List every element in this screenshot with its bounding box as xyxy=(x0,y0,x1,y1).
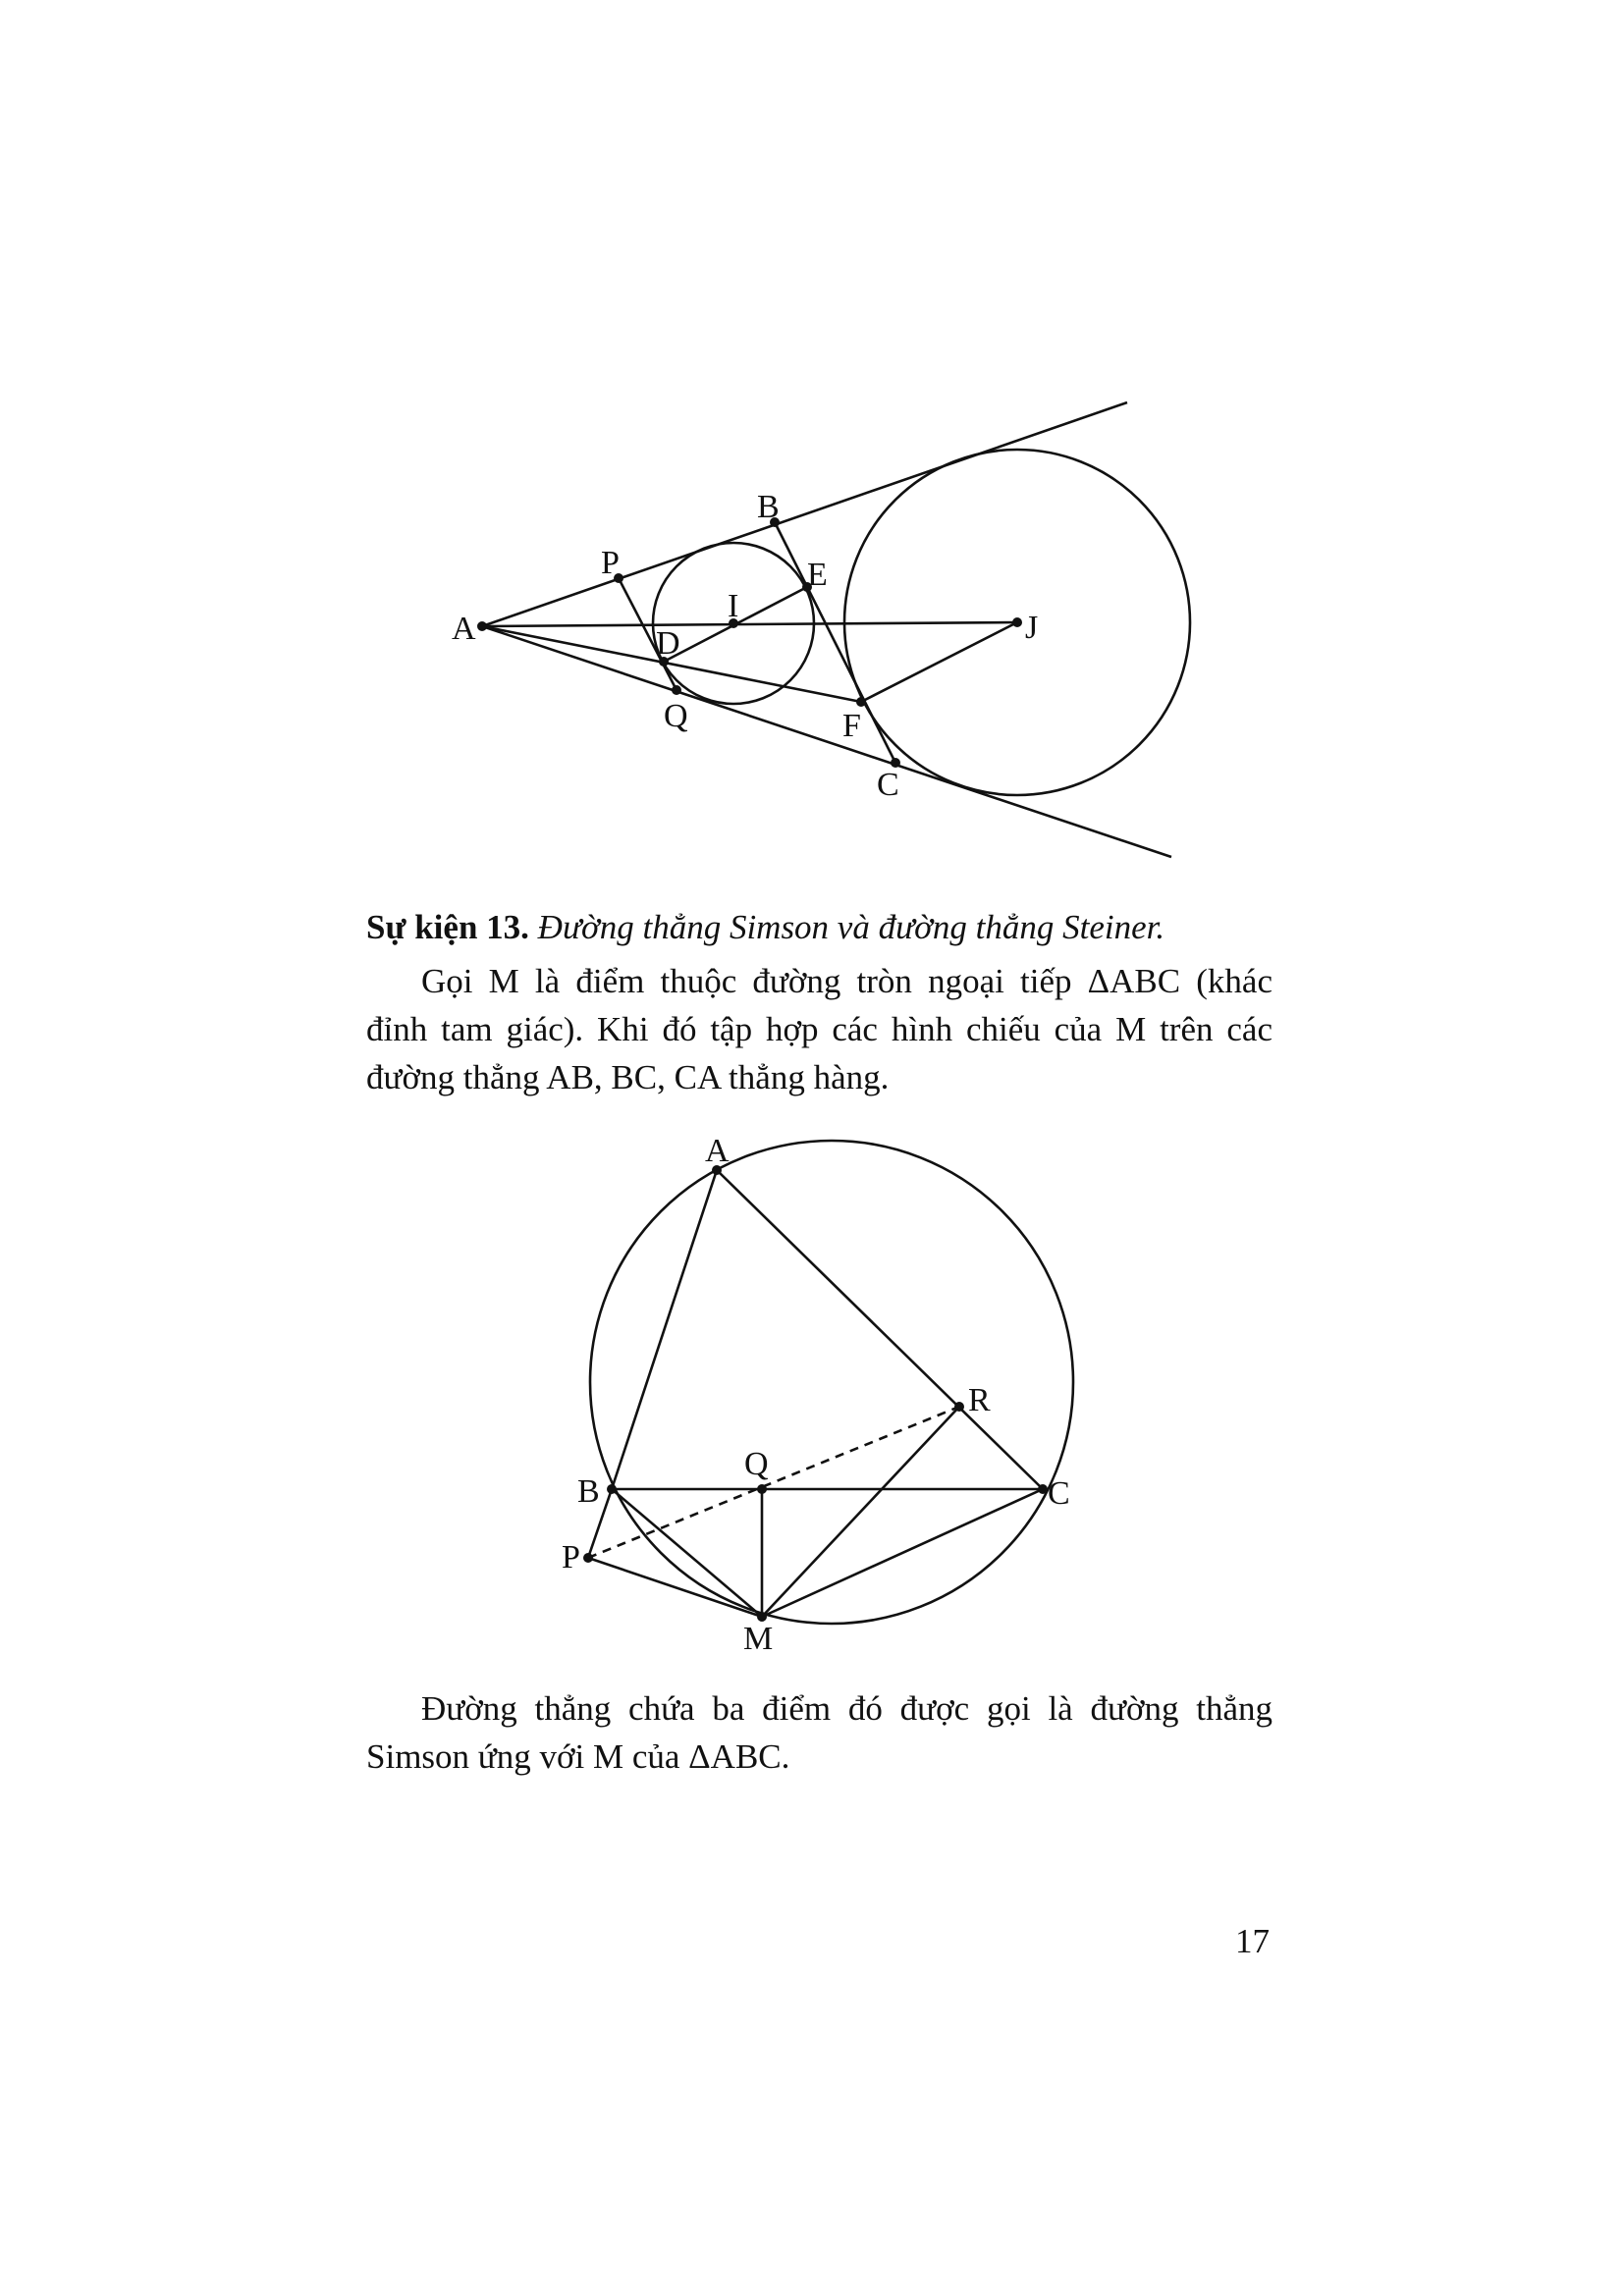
segment-AB xyxy=(612,1170,717,1489)
point-Q xyxy=(757,1484,767,1494)
label-R: R xyxy=(968,1382,991,1418)
section-label: Sự kiện 13. xyxy=(366,908,529,946)
label-C: C xyxy=(877,767,899,803)
label-A: A xyxy=(452,611,476,647)
label-C: C xyxy=(1048,1475,1070,1512)
paragraph-1-line-2: đỉnh tam giác). Khi đó tập hợp các hình chiếu của M trên các xyxy=(366,1010,1272,1048)
paragraph-1-line-1: Gọi M là điểm thuộc đường tròn ngoại tiếp ΔABC (khác xyxy=(421,962,1272,1000)
label-P: P xyxy=(562,1539,580,1575)
segment-BM xyxy=(612,1489,762,1617)
paragraph-2 xyxy=(366,1684,1272,1781)
paragraph-2-line-2: Simson ứng với M của ΔABC. xyxy=(366,1737,790,1776)
label-Q: Q xyxy=(664,698,688,734)
label-J: J xyxy=(1025,610,1039,646)
label-E: E xyxy=(807,557,828,593)
label-I: I xyxy=(728,588,739,624)
point-C xyxy=(1038,1484,1048,1494)
segment-MR xyxy=(762,1407,959,1617)
page-number: 17 xyxy=(1235,1922,1270,1960)
label-B: B xyxy=(577,1473,600,1510)
label-Q: Q xyxy=(744,1446,769,1482)
label-A: A xyxy=(705,1133,730,1169)
paragraph-1-line-3: đường thẳng AB, BC, CA thẳng hàng. xyxy=(366,1058,890,1096)
point-R xyxy=(954,1402,964,1412)
point-B xyxy=(607,1484,617,1494)
paragraph-2-line-1: Đường thẳng chứa ba điểm đó được gọi là đường thẳng xyxy=(421,1689,1272,1728)
label-M: M xyxy=(743,1621,774,1657)
label-P: P xyxy=(601,545,620,581)
section-title: Đường thẳng Simson và đường thẳng Steiner. xyxy=(537,908,1165,946)
label-D: D xyxy=(656,625,680,662)
label-F: F xyxy=(842,708,861,744)
circumcircle xyxy=(590,1141,1073,1624)
point-P xyxy=(583,1553,593,1563)
segment-AC xyxy=(717,1170,1043,1489)
label-B: B xyxy=(757,489,780,525)
